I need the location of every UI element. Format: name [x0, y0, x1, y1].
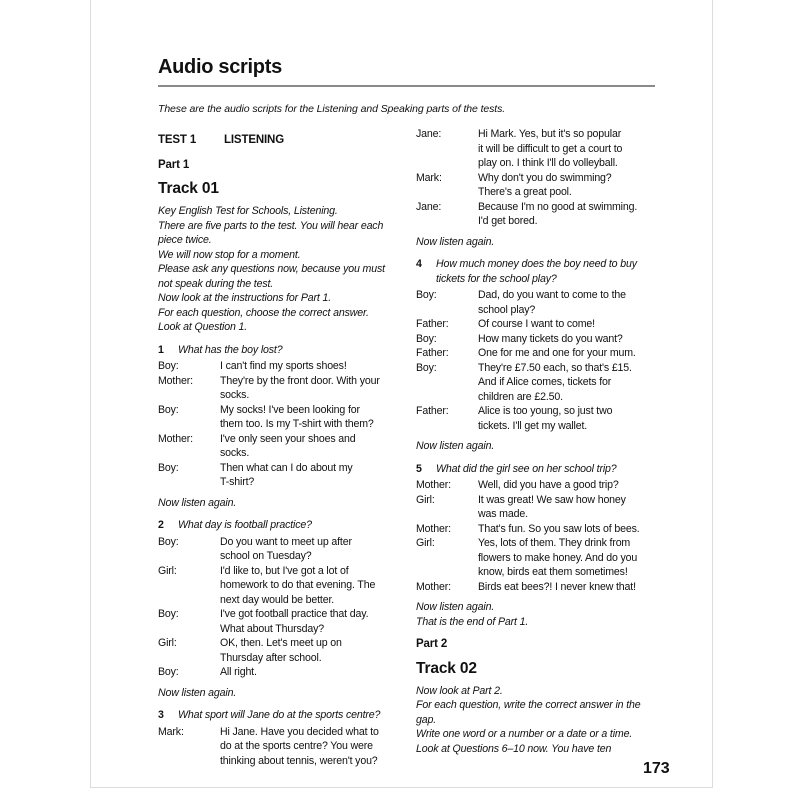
page-subtitle: These are the audio scripts for the Listening and Speaking parts of the tests. [158, 103, 506, 115]
dialogue-line [158, 461, 403, 490]
dialogue-line [416, 580, 661, 595]
dialogue [416, 288, 661, 433]
speaker: Girl: [158, 564, 177, 577]
speaker: Boy: [158, 535, 179, 548]
question-text: What did the girl see on her school trip? [436, 462, 617, 475]
utterance: All right. [220, 666, 257, 678]
dialogue-line [416, 346, 661, 361]
question-text: What sport will Jane do at the sports centre? [178, 709, 381, 721]
utterance: Yes, lots of them. They drink from flowers to make honey. And do you know, birds eat them sometimes! [478, 537, 638, 578]
utterance: Well, did you have a good trip? [478, 479, 619, 491]
dialogue-line [416, 332, 661, 347]
speaker: Boy: [158, 461, 179, 474]
test-section: LISTENING [224, 134, 284, 146]
utterance: They're £7.50 each, so that's £15. And if Alice comes, tickets for children are £2.50. [478, 361, 632, 403]
speaker: Girl: [416, 537, 435, 549]
utterance: Because I'm no good at swimming. I'd get bored. [478, 200, 638, 227]
dialogue [158, 359, 403, 490]
speaker: Father: [416, 405, 449, 417]
speaker: Mother: [416, 580, 451, 593]
test-number: TEST 1 [158, 134, 197, 146]
dialogue [416, 127, 661, 229]
question-number: 4 [416, 258, 422, 270]
dialogue [158, 725, 403, 769]
dialogue [416, 478, 661, 594]
speaker: Jane: [416, 200, 442, 213]
instructions: Now listen again. [416, 235, 495, 248]
question-text: What day is football practice? [178, 519, 312, 531]
speaker: Mark: [158, 725, 184, 738]
dialogue-line [158, 359, 403, 374]
dialogue-line [416, 536, 661, 580]
speaker: Boy: [158, 403, 179, 416]
utterance: They're by the front door. With your socks. [220, 374, 380, 401]
speaker: Jane: [416, 128, 442, 140]
speaker: Mother: [158, 432, 193, 445]
dialogue-line [158, 636, 403, 665]
question-text: How much money does the boy need to buy tickets for the school play? [436, 258, 637, 285]
dialogue-line [416, 127, 661, 171]
page-title: Audio scripts [158, 56, 282, 78]
utterance: My socks! I've been looking for them too. Is my T-shirt with them? [220, 403, 374, 430]
left-column [158, 133, 403, 774]
speaker: Mother: [158, 374, 193, 387]
page-number: 173 [643, 760, 670, 777]
instructions: Now listen again. [416, 440, 495, 452]
utterance: It was great! We saw how honey was made. [478, 493, 626, 520]
dialogue-line [158, 665, 403, 680]
instructions: Now listen again. [158, 496, 237, 509]
dialogue-line [416, 361, 661, 405]
title-rule [158, 85, 655, 87]
utterance: One for me and one for your mum. [478, 347, 636, 359]
right-column [416, 127, 661, 764]
utterance: I'd like to, but I've got a lot of homework to do that evening. The next day would be better. [220, 564, 376, 606]
track-heading: Track 01 [158, 180, 219, 197]
dialogue-line [416, 200, 661, 229]
instructions: Key English Test for Schools, Listening. There are five parts to the test. You will hear each piece twice. We will now stop for a moment. Please ask any questions now, because you must not speak during the test. Now look at the instructions for Part 1. For each question, choose the correct answer. Look at Question 1. [158, 205, 385, 333]
speaker: Boy: [158, 360, 179, 372]
question [416, 462, 661, 477]
utterance: I've only seen your shoes and socks. [220, 432, 356, 459]
utterance: How many tickets do you want? [478, 332, 623, 345]
dialogue-line [416, 493, 661, 522]
question-text: What has the boy lost? [178, 343, 283, 356]
dialogue-line [158, 432, 403, 461]
question-number: 5 [416, 462, 422, 475]
dialogue-line [158, 564, 403, 608]
dialogue-line [158, 535, 403, 564]
utterance: Hi Jane. Have you decided what to do at the sports centre? You were thinking about tennis, weren't you? [220, 725, 379, 767]
dialogue-line [158, 607, 403, 636]
utterance: Birds eat bees?! I never knew that! [478, 580, 636, 593]
utterance: Do you want to meet up after school on Tuesday? [220, 535, 352, 562]
dialogue-line [158, 403, 403, 432]
speaker: Girl: [416, 493, 435, 506]
speaker: Boy: [158, 608, 179, 620]
utterance: Alice is too young, so just two tickets. I'll get my wallet. [478, 405, 613, 432]
utterance: That's fun. So you saw lots of bees. [478, 522, 640, 535]
dialogue-line [416, 522, 661, 537]
dialogue-line [416, 288, 661, 317]
part-heading: Part 1 [158, 158, 190, 171]
utterance: OK, then. Let's meet up on Thursday after school. [220, 637, 342, 664]
utterance: Dad, do you want to come to the school play? [478, 289, 626, 316]
speaker: Mark: [416, 171, 442, 184]
part-heading: Part 2 [416, 638, 448, 650]
speaker: Boy: [416, 289, 437, 301]
speaker: Father: [416, 318, 449, 330]
test-heading [158, 133, 403, 148]
utterance: Why don't you do swimming? There's a great pool. [478, 171, 612, 198]
question-number: 3 [158, 709, 164, 721]
dialogue-line [158, 725, 403, 769]
track-heading: Track 02 [416, 659, 477, 677]
dialogue-line [416, 404, 661, 433]
utterance: I've got football practice that day. What about Thursday? [220, 608, 369, 635]
instructions: Now listen again. [158, 686, 237, 699]
utterance: Then what can I do about my T-shirt? [220, 461, 353, 488]
question [158, 708, 403, 723]
question-number: 1 [158, 343, 164, 356]
dialogue-line [416, 317, 661, 332]
dialogue-line [416, 171, 661, 200]
question [158, 518, 403, 533]
speaker: Boy: [158, 666, 179, 678]
speaker: Mother: [416, 522, 451, 535]
speaker: Boy: [416, 332, 437, 345]
utterance: I can't find my sports shoes! [220, 360, 347, 372]
speaker: Boy: [416, 361, 437, 374]
dialogue-line [416, 478, 661, 493]
speaker: Girl: [158, 637, 177, 649]
dialogue-line [158, 374, 403, 403]
question [416, 257, 661, 286]
speaker: Mother: [416, 479, 451, 491]
question [158, 343, 403, 358]
utterance: Hi Mark. Yes, but it's so popular it will be difficult to get a court to play on. I think I'll do volleyball. [478, 128, 623, 169]
instructions: Now listen again. That is the end of Part 1. [416, 601, 529, 628]
utterance: Of course I want to come! [478, 318, 595, 330]
speaker: Father: [416, 347, 449, 359]
dialogue [158, 535, 403, 680]
instructions: Now look at Part 2. For each question, write the correct answer in the gap. Write one word or a number or a date or a time. Look at Questions 6–10 now. You have ten [416, 684, 641, 755]
question-number: 2 [158, 519, 164, 531]
